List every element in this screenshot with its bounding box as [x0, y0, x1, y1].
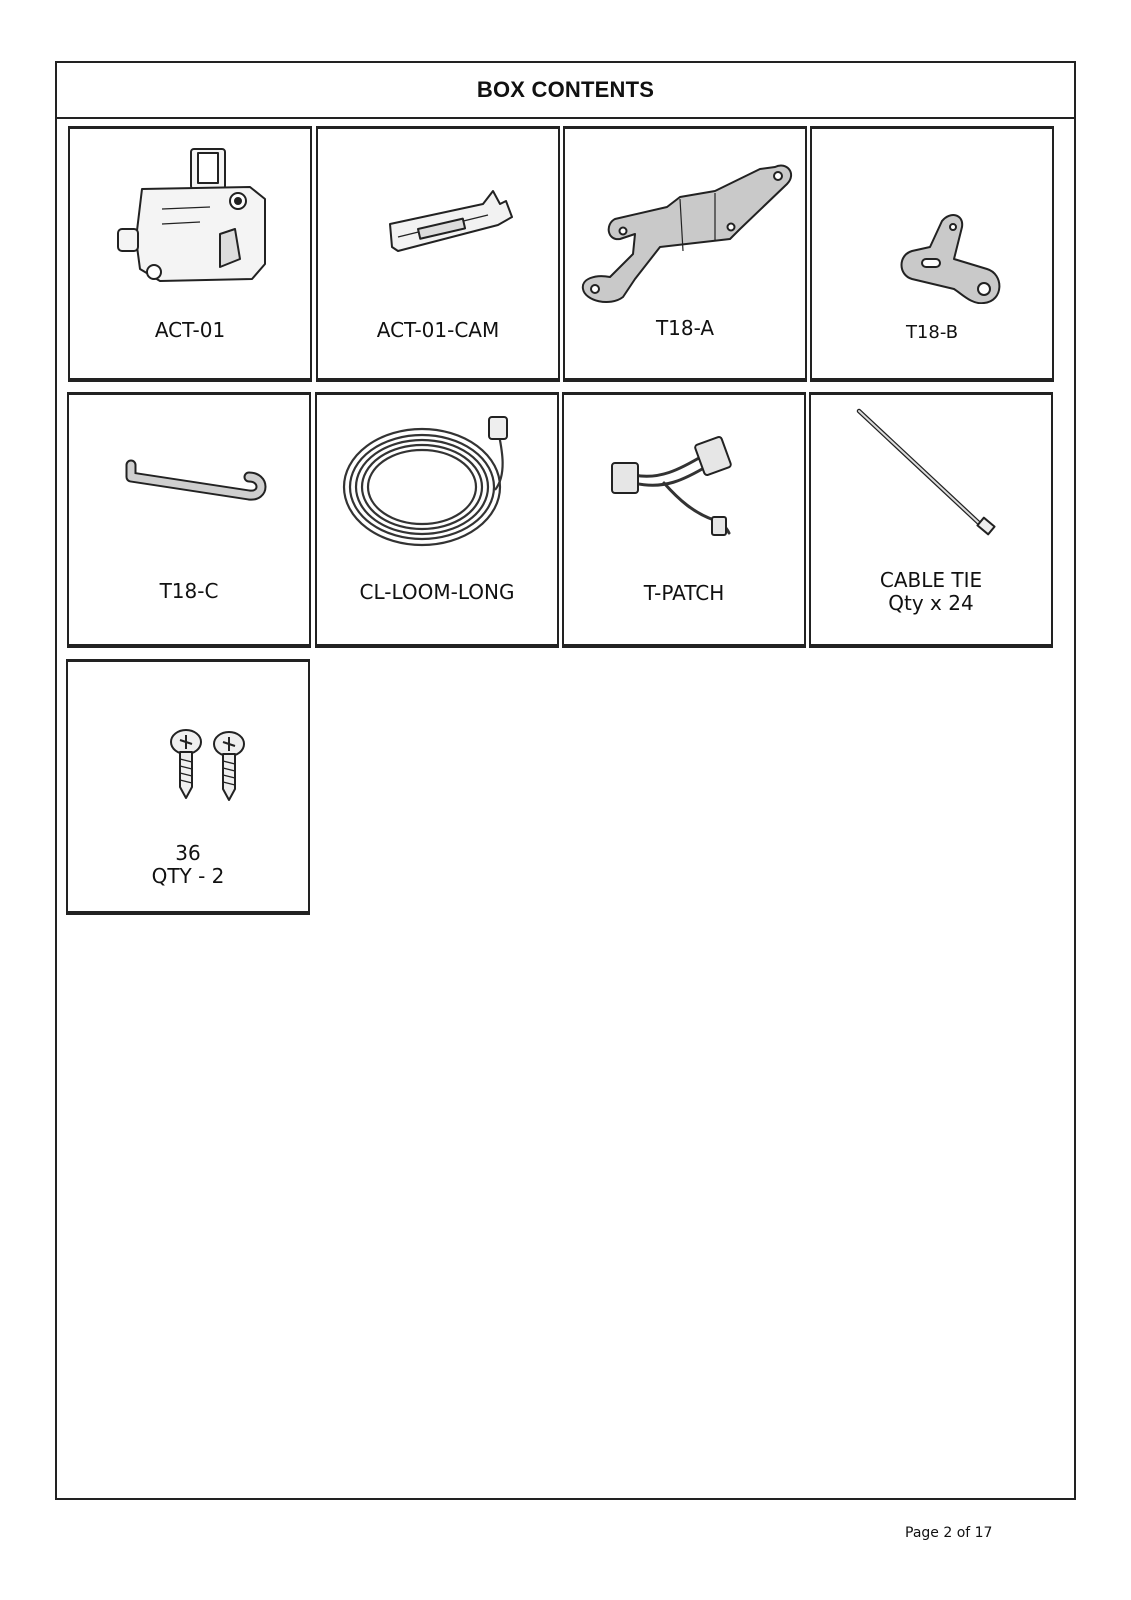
item-screws — [66, 659, 310, 915]
bracket-a-icon — [565, 129, 805, 304]
item-t-patch — [562, 392, 806, 648]
actuator-icon — [70, 129, 310, 304]
item-label: 36 QTY - 2 — [151, 841, 225, 888]
item-t18-a — [563, 126, 807, 382]
item-label: ACT-01 — [154, 318, 226, 342]
item-cable-tie — [809, 392, 1053, 648]
item-label: T-PATCH — [643, 581, 725, 605]
item-act-01 — [68, 126, 312, 382]
item-label: ACT-01-CAM — [376, 318, 500, 342]
item-label: T18-C — [159, 579, 219, 603]
hook-rod-icon — [69, 395, 309, 570]
item-act-01-cam — [316, 126, 560, 382]
item-cl-loom-long — [315, 392, 559, 648]
section-header — [57, 63, 1074, 119]
item-label: CABLE TIE Qty x 24 — [879, 568, 983, 615]
item-t18-c — [67, 392, 311, 648]
item-label: T18-B — [905, 322, 959, 343]
item-t18-b — [810, 126, 1054, 382]
bracket-b-icon — [812, 129, 1052, 304]
cable-loom-icon — [317, 395, 557, 570]
cable-tie-icon — [811, 395, 1051, 570]
item-label: T18-A — [655, 316, 715, 340]
item-label: CL-LOOM-LONG — [359, 580, 515, 604]
section-title: BOX CONTENTS — [476, 77, 655, 102]
t-patch-harness-icon — [564, 395, 804, 570]
screws-icon — [68, 662, 308, 837]
page-number: Page 2 of 17 — [905, 1525, 993, 1541]
cam-rail-icon — [318, 129, 558, 304]
